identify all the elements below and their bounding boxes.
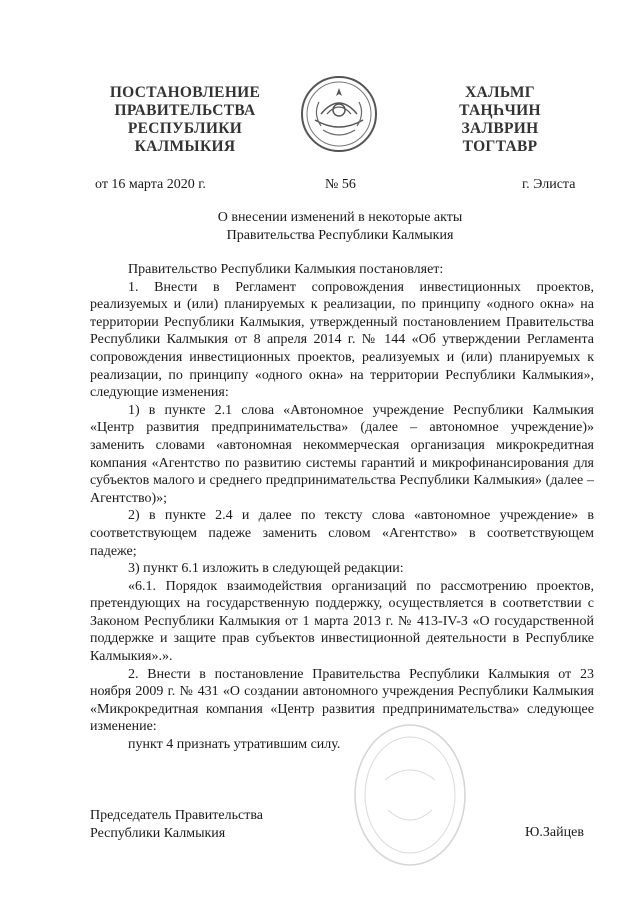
header-left-line: РЕСПУБЛИКИ xyxy=(127,120,243,137)
signatory-position xyxy=(90,807,263,843)
signatory-line: Республики Калмыкия xyxy=(90,826,226,841)
title-line: О внесении изменений в некоторые акты xyxy=(217,210,463,225)
signatory-name: Ю.Зайцев xyxy=(525,825,584,840)
header-right-line: ТОГТАВР xyxy=(462,138,538,155)
document-city: г. Элиста xyxy=(522,177,576,192)
coat-of-arms-icon xyxy=(299,74,379,154)
subparagraph-1-1: 1) в пункте 2.1 слова «Автономное учреждение Республики Калмыкия «Центр развития предпринимательства» (далее – автономное учреждение)» заменить словами «автономная некоммерческая организация микрокредитная компания «Агентство по развитию системы гарантий и микрофинансирования для субъектов малого и среднего предпринимательства Республики Калмыкия» (далее – Агентство)»; xyxy=(90,402,594,506)
header-left-line: ПОСТАНОВЛЕНИЕ xyxy=(109,84,261,101)
document-date: от 16 марта 2020 г. xyxy=(95,177,206,192)
header-right-title xyxy=(440,84,560,156)
header-left-title xyxy=(92,84,278,156)
header-left-line: КАЛМЫКИЯ xyxy=(134,138,236,155)
header-right-line: ЗАЛВРИН xyxy=(461,120,539,137)
signatory-line: Председатель Правительства xyxy=(90,808,263,823)
paragraph-1: 1. Внести в Регламент сопровождения инвестиционных проектов, реализуемых и (или) планируемых к реализации, по принципу «одного окна» на территории Республики Калмыкия, утвержденный постановлением Правительства Республики Калмыкия от 8 апреля 2014 г. № 144 «Об утверждении Регламента сопровождения инвестиционных проектов, реализуемых и (или) планируемых к реализации, по принципу «одного окна» на территории Республики Калмыкия», следующие изменения: xyxy=(90,279,594,401)
header-left-line: ПРАВИТЕЛЬСТВА xyxy=(114,102,256,119)
header-right-line: ХАЛЬМГ xyxy=(465,84,535,101)
document-title xyxy=(150,209,530,245)
intro-paragraph: Правительство Республики Калмыкия постановляет: xyxy=(128,262,444,277)
subparagraph-2-1: пункт 4 признать утратившим силу. xyxy=(128,737,341,753)
document-number: № 56 xyxy=(325,177,356,192)
seal-stamp-icon xyxy=(350,720,470,870)
document-body xyxy=(90,261,594,754)
title-line: Правительства Республики Калмыкия xyxy=(226,228,454,243)
subparagraph-1-3: 3) пункт 6.1 изложить в следующей редакции: xyxy=(128,561,404,577)
subparagraph-1-3-text: «6.1. Порядок взаимодействия организаций по рассмотрению проектов, претендующих на государственную поддержку, осуществляется в соответствии с Законом Республики Калмыкия от 1 марта 2013 г. № 413-IV-З «О государственной поддержке и защите прав субъектов инвестиционной деятельности в Республике Калмыкия».». xyxy=(90,578,594,665)
subparagraph-1-2: 2) в пункте 2.4 и далее по тексту слова «автономное учреждение» в соответствующем падеже заменить словом «Агентство» в соответствующем падеже; xyxy=(90,508,594,559)
header-right-line: ТАҢҺЧИН xyxy=(459,102,541,119)
paragraph-2: 2. Внести в постановление Правительства Республики Калмыкия от 23 ноября 2009 г. № 431 «О создании автономного учреждения Республики Калмыкия «Микрокредитная компания «Центр развития предпринимательства» следующее изменение: xyxy=(90,666,594,735)
